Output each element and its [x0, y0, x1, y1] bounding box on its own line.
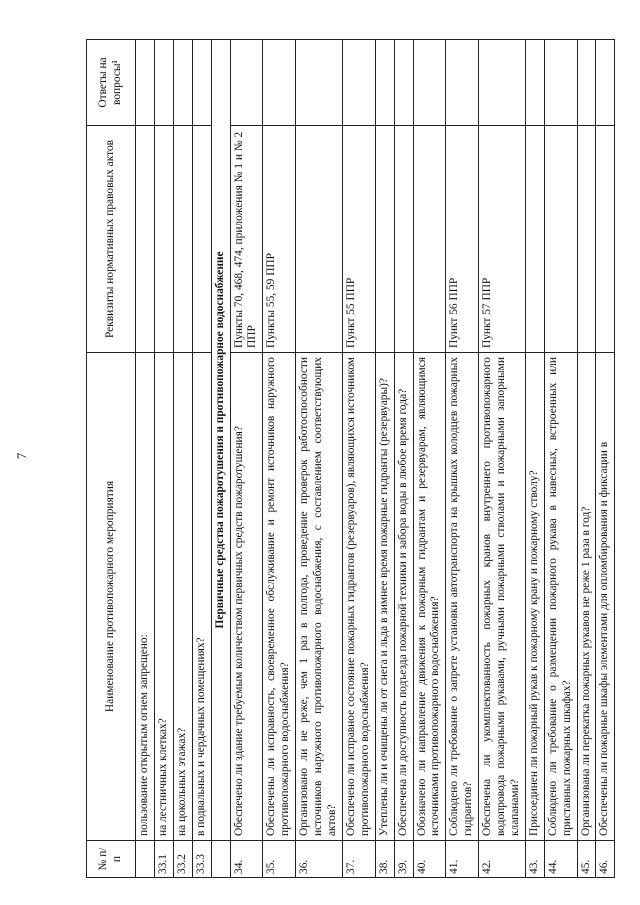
fire-safety-checklist-table — [86, 39, 615, 878]
row-legal-reference: Пункт 57 ППР — [479, 126, 526, 353]
table-row — [479, 40, 526, 878]
row-question: Обеспечено ли исправное состояние пожарных гидрантов (резервуаров), являющихся источником противопожарного водоснабжения? — [342, 353, 375, 841]
row-legal-reference: Пункт 55 ППР — [342, 126, 375, 353]
table-row — [230, 40, 263, 878]
row-answer[interactable] — [136, 40, 155, 126]
table-row — [544, 40, 577, 878]
row-number: 41. — [446, 841, 479, 878]
row-question: Обеспечена ли укомплектованность пожарных кранов внутреннего противопожарного водопровода пожарными рукавами, ручными пожарными стволами и пожарными запорными клапанами? — [479, 353, 526, 841]
header-measure-name: Наименование противопожарного мероприятия — [87, 353, 136, 841]
row-legal-reference — [525, 126, 544, 353]
row-number: 40. — [413, 841, 446, 878]
table-row — [413, 40, 446, 878]
row-legal-reference — [577, 126, 596, 353]
table-row — [136, 40, 155, 878]
row-question: Соблюдено ли требование о размещении пожарного рукава в навесных, встроенных или приставных пожарных шкафах? — [544, 353, 577, 841]
row-number: 38. — [375, 841, 394, 878]
row-answer[interactable] — [413, 40, 446, 126]
table-row — [394, 40, 413, 878]
row-question: в подвальных и чердачных помещениях? — [192, 353, 211, 841]
row-question: на лестничных клетках? — [154, 353, 173, 841]
table-row — [154, 40, 173, 878]
row-answer[interactable] — [263, 40, 296, 126]
row-number — [136, 841, 155, 878]
row-question: Присоединен ли пожарный рукав к пожарному крану и пожарному стволу? — [525, 353, 544, 841]
row-number: 34. — [230, 841, 263, 878]
row-question: Утеплены ли и очищены ли от снега и льда в зимнее время пожарные гидранты (резервуары)? — [375, 353, 394, 841]
row-legal-reference — [544, 126, 577, 353]
row-legal-reference — [154, 126, 173, 353]
row-legal-reference — [375, 126, 394, 353]
row-number: 39. — [394, 841, 413, 878]
table-row — [342, 40, 375, 878]
row-legal-reference: Пункты 55, 59 ППР — [263, 126, 296, 353]
row-question: Обеспечена ли доступность подъезда пожарной техники и забора воды в любое время года? — [394, 353, 413, 841]
row-number: 33.3 — [192, 841, 211, 878]
row-answer[interactable] — [296, 40, 343, 126]
row-legal-reference — [192, 126, 211, 353]
table-row — [173, 40, 192, 878]
row-legal-reference — [296, 126, 343, 353]
row-question: Организована ли перекатка пожарных рукавов не реже 1 раза в год? — [577, 353, 596, 841]
row-number: 36. — [296, 841, 343, 878]
row-answer[interactable] — [154, 40, 173, 126]
header-answers: Ответы на вопросы¹ — [87, 40, 136, 126]
row-answer[interactable] — [525, 40, 544, 126]
row-answer[interactable] — [596, 40, 615, 126]
table-row — [296, 40, 343, 878]
section-title: Первичные средства пожаротушения и противопожарное водоснабжение — [211, 40, 230, 841]
row-answer[interactable] — [544, 40, 577, 126]
rotated-page-content — [86, 40, 636, 878]
table-row — [446, 40, 479, 878]
row-question: Соблюдено ли требование о запрете установки автотранспорта на крышках колодцев пожарных гидрантов? — [446, 353, 479, 841]
row-question: Обеспечено ли здание требуемым количеством первичных средств пожаротушения? — [230, 353, 263, 841]
row-legal-reference — [136, 126, 155, 353]
row-question: Обозначено ли направление движения к пожарным гидрантам и резервуарам, являющимся источниками противопожарного водоснабжения? — [413, 353, 446, 841]
row-answer[interactable] — [375, 40, 394, 126]
table-row — [577, 40, 596, 878]
row-question: Обеспечены ли исправность, своевременное обслуживание и ремонт источников наружного противопожарного водоснабжения? — [263, 353, 296, 841]
row-legal-reference — [413, 126, 446, 353]
row-legal-reference: Пункт 56 ППР — [446, 126, 479, 353]
row-number: 42. — [479, 841, 526, 878]
table-row — [192, 40, 211, 878]
row-answer[interactable] — [192, 40, 211, 126]
row-number: 46. — [596, 841, 615, 878]
row-number: 33.2 — [173, 841, 192, 878]
row-answer[interactable] — [394, 40, 413, 126]
row-question: на цокольных этажах? — [173, 353, 192, 841]
row-legal-reference: Пункты 70, 468, 474, приложения № 1 и № 2 ППР — [230, 126, 263, 353]
row-question: пользование открытым огнем запрещено: — [136, 353, 155, 841]
row-legal-reference — [596, 126, 615, 353]
header-legal-acts: Реквизиты нормативных правовых актов — [87, 126, 136, 353]
row-number: 37. — [342, 841, 375, 878]
row-legal-reference — [394, 126, 413, 353]
row-answer[interactable] — [577, 40, 596, 126]
page-number: 7 — [14, 452, 29, 460]
row-number: 33.1 — [154, 841, 173, 878]
row-answer[interactable] — [230, 40, 263, 126]
row-answer[interactable] — [173, 40, 192, 126]
table-row — [525, 40, 544, 878]
row-answer[interactable] — [446, 40, 479, 126]
table-header-row — [87, 40, 136, 878]
row-number: 43. — [525, 841, 544, 878]
table-row — [596, 40, 615, 878]
section-row — [211, 40, 230, 878]
row-number: 35. — [263, 841, 296, 878]
row-legal-reference — [173, 126, 192, 353]
table-row — [375, 40, 394, 878]
row-question: Обеспечены ли пожарные шкафы элементами для опломбирования и фиксации в — [596, 353, 615, 841]
row-number: 45. — [577, 841, 596, 878]
row-answer[interactable] — [479, 40, 526, 126]
header-number: № п/п — [87, 841, 136, 878]
row-question: Организовано ли не реже, чем 1 раз в полгода, проведение проверок работоспособности источников наружного противопожарного водоснабжения, с составлением соответствующих актов? — [296, 353, 343, 841]
row-answer[interactable] — [342, 40, 375, 126]
table-row — [263, 40, 296, 878]
row-number: 44. — [544, 841, 577, 878]
